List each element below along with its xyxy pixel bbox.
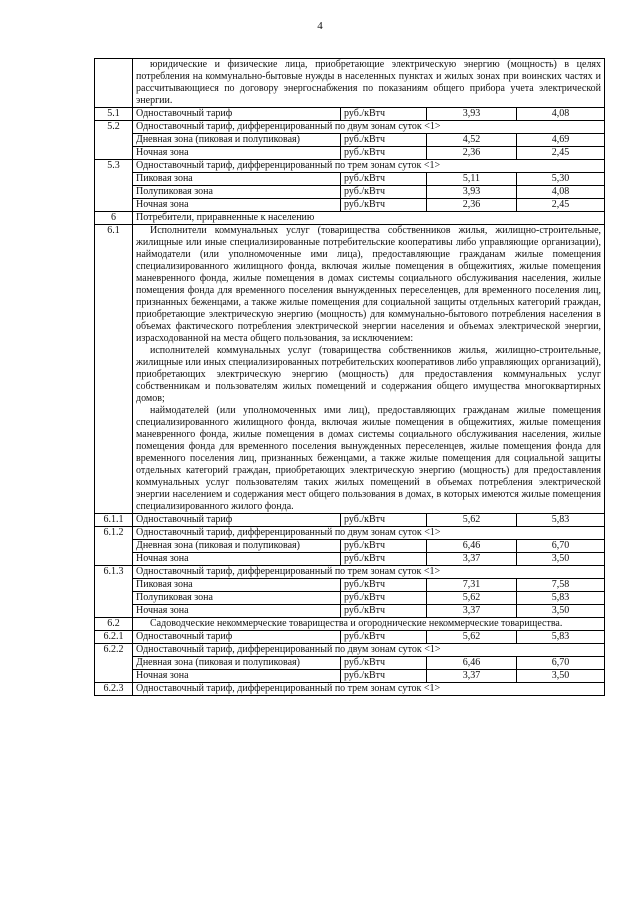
table-row	[95, 134, 605, 147]
tariff-name: Дневная зона (пиковая и полупиковая)	[133, 134, 341, 147]
tariff-name: Ночная зона	[133, 553, 341, 566]
row-number	[95, 173, 133, 186]
intro-paragraph: юридические и физические лица, приобретающие электрическую энергию (мощность) в целях потребления на коммунально-бытовые нужды в населенных пунктах и жилых зонах при воинских частях и рассчитывающиеся по договору энергоснабжения по показаниям общего прибора учета электрической энергии.	[136, 59, 602, 106]
table-row	[95, 108, 605, 121]
tariff-value-first-half: 2,36	[427, 199, 517, 212]
row-number	[95, 670, 133, 683]
section-heading: Одноставочный тариф, дифференцированный по трем зонам суток <1>	[133, 160, 605, 173]
tariff-value-second-half: 3,50	[517, 670, 605, 683]
tariff-value-second-half: 5,83	[517, 514, 605, 527]
tariff-value-first-half: 3,37	[427, 670, 517, 683]
row-number: 5.2	[95, 121, 133, 134]
row-number: 6	[95, 212, 133, 225]
table-row	[95, 631, 605, 644]
row-number	[95, 592, 133, 605]
table-row	[95, 147, 605, 160]
tariff-name: Ночная зона	[133, 199, 341, 212]
row-number: 5.1	[95, 108, 133, 121]
description-paragraph: Исполнители коммунальных услуг (товарищества собственников жилья, жилищно-строительные, жилищные или иные специализированные потребительские кооперативы либо управляющие организации), наймодатели (или уполномоченные ими лица), предоставляющие гражданам жилые помещения специализированного жилищного фонда, включая жилые помещения в общежитиях, жилые помещения маневренного фонда, жилые помещения в домах системы социального обслуживания населения, жилые помещения фонда для временного поселения вынужденных переселенцев, для временного поселения лиц, признанных беженцами, а также жилые помещения для социальной защиты отдельных категорий граждан, приобретающие электрическую энергию (мощность) для коммунально-бытового потребления населения в объемах фактического потребления электрической энергии населения и объемах электрической энергии, израсходованной на места общего пользования, за исключением:	[136, 225, 602, 344]
table-row	[95, 160, 605, 173]
table-row	[95, 579, 605, 592]
table-row	[95, 514, 605, 527]
table-row	[95, 553, 605, 566]
tariff-table	[94, 58, 605, 696]
row-number	[95, 134, 133, 147]
unit-cell: руб./кВтч	[341, 514, 427, 527]
tariff-value-second-half: 4,08	[517, 108, 605, 121]
tariff-value-first-half: 3,37	[427, 553, 517, 566]
table-row	[95, 605, 605, 618]
tariff-value-first-half: 2,36	[427, 147, 517, 160]
tariff-value-second-half: 2,45	[517, 199, 605, 212]
tariff-value-first-half: 6,46	[427, 657, 517, 670]
unit-cell: руб./кВтч	[341, 670, 427, 683]
row-number	[95, 579, 133, 592]
section-heading: Одноставочный тариф, дифференцированный по трем зонам суток <1>	[133, 683, 605, 696]
tariff-value-first-half: 5,62	[427, 514, 517, 527]
tariff-value-second-half: 5,83	[517, 631, 605, 644]
tariff-value-second-half: 6,70	[517, 540, 605, 553]
table-row	[95, 199, 605, 212]
description-cell	[133, 618, 605, 631]
table-row	[95, 592, 605, 605]
row-number: 6.1.1	[95, 514, 133, 527]
tariff-value-second-half: 4,69	[517, 134, 605, 147]
section-heading: Одноставочный тариф, дифференцированный по трем зонам суток <1>	[133, 566, 605, 579]
description-paragraph: исполнителей коммунальных услуг (товарищества собственников жилья, жилищно-строительные, жилищные или иных специализированных потребительских кооперативов либо управляющих организаций), приобретающих электрическую энергию (мощность) для предоставления коммунальных услуг собственникам и пользователям жилых помещений и содержания общего имущества многоквартирных домов;	[136, 345, 602, 404]
tariff-name: Полупиковая зона	[133, 592, 341, 605]
tariff-name: Одноставочный тариф	[133, 514, 341, 527]
tariff-value-second-half: 7,58	[517, 579, 605, 592]
unit-cell: руб./кВтч	[341, 553, 427, 566]
tariff-name: Дневная зона (пиковая и полупиковая)	[133, 657, 341, 670]
tariff-value-first-half: 3,93	[427, 186, 517, 199]
tariff-name: Одноставочный тариф	[133, 108, 341, 121]
row-number: 6.2	[95, 618, 133, 631]
tariff-value-first-half: 5,62	[427, 592, 517, 605]
row-number: 6.1.2	[95, 527, 133, 540]
table-row	[95, 683, 605, 696]
unit-cell: руб./кВтч	[341, 657, 427, 670]
tariff-value-second-half: 2,45	[517, 147, 605, 160]
page-number: 4	[317, 20, 323, 32]
tariff-value-second-half: 5,30	[517, 173, 605, 186]
tariff-value-second-half: 5,83	[517, 592, 605, 605]
tariff-value-second-half: 3,50	[517, 605, 605, 618]
tariff-value-first-half: 3,93	[427, 108, 517, 121]
tariff-value-second-half: 4,08	[517, 186, 605, 199]
table-row	[95, 540, 605, 553]
section-heading: Одноставочный тариф, дифференцированный по двум зонам суток <1>	[133, 644, 605, 657]
tariff-name: Одноставочный тариф	[133, 631, 341, 644]
section-heading: Одноставочный тариф, дифференцированный по двум зонам суток <1>	[133, 527, 605, 540]
table-row	[95, 670, 605, 683]
row-number-cell	[95, 59, 133, 108]
table-row	[95, 225, 605, 514]
section-heading: Одноставочный тариф, дифференцированный по двум зонам суток <1>	[133, 121, 605, 134]
description-paragraph: наймодателей (или уполномоченных ими лиц), предоставляющих гражданам жилые помещения специализированного жилищного фонда, включая жилые помещения в общежитиях, жилые помещения маневренного фонда, жилые помещения в домах системы социального обслуживания населения, жилые помещения фонда для временного поселения вынужденных переселенцев, жилые помещения фонда для временного поселения лиц, признанных беженцами, а также жилые помещения для социальной защиты отдельных категорий граждан, приобретающих электрическую энергию (мощность) для предоставления коммунальных услуг пользователям таких жилых помещений в объемах потребления электрической энергии населением и содержания мест общего пользования в домах, в которых имеются жилые помещения специализированного жилого фонда.	[136, 405, 602, 512]
tariff-name: Полупиковая зона	[133, 186, 341, 199]
tariff-value-second-half: 6,70	[517, 657, 605, 670]
unit-cell: руб./кВтч	[341, 631, 427, 644]
table-row	[95, 527, 605, 540]
section-heading: Потребители, приравненные к населению	[133, 212, 605, 225]
tariff-name: Пиковая зона	[133, 173, 341, 186]
row-number: 6.2.3	[95, 683, 133, 696]
tariff-value-first-half: 4,52	[427, 134, 517, 147]
unit-cell: руб./кВтч	[341, 173, 427, 186]
tariff-name: Пиковая зона	[133, 579, 341, 592]
unit-cell: руб./кВтч	[341, 540, 427, 553]
row-number	[95, 186, 133, 199]
table-row	[95, 212, 605, 225]
tariff-name: Ночная зона	[133, 605, 341, 618]
unit-cell: руб./кВтч	[341, 186, 427, 199]
unit-cell: руб./кВтч	[341, 199, 427, 212]
tariff-value-first-half: 7,31	[427, 579, 517, 592]
row-number	[95, 553, 133, 566]
intro-text-cell	[133, 59, 605, 108]
row-number: 6.1.3	[95, 566, 133, 579]
description-paragraph: Садоводческие некоммерческие товарищества и огороднические некоммерческие товарищества.	[150, 618, 563, 629]
unit-cell: руб./кВтч	[341, 134, 427, 147]
row-number	[95, 199, 133, 212]
table-row	[95, 644, 605, 657]
tariff-value-second-half: 3,50	[517, 553, 605, 566]
table-row	[95, 566, 605, 579]
row-number	[95, 147, 133, 160]
unit-cell: руб./кВтч	[341, 108, 427, 121]
tariff-name: Ночная зона	[133, 670, 341, 683]
row-number: 6.2.2	[95, 644, 133, 657]
table-row-intro	[95, 59, 605, 108]
tariff-value-first-half: 6,46	[427, 540, 517, 553]
unit-cell: руб./кВтч	[341, 579, 427, 592]
tariff-value-first-half: 5,11	[427, 173, 517, 186]
table-row	[95, 186, 605, 199]
row-number	[95, 605, 133, 618]
tariff-name: Ночная зона	[133, 147, 341, 160]
unit-cell: руб./кВтч	[341, 605, 427, 618]
table-row	[95, 121, 605, 134]
description-cell	[133, 225, 605, 514]
row-number: 6.2.1	[95, 631, 133, 644]
row-number: 5.3	[95, 160, 133, 173]
row-number	[95, 540, 133, 553]
unit-cell: руб./кВтч	[341, 147, 427, 160]
table-row	[95, 173, 605, 186]
unit-cell: руб./кВтч	[341, 592, 427, 605]
row-number: 6.1	[95, 225, 133, 514]
row-number	[95, 657, 133, 670]
table-row	[95, 657, 605, 670]
tariff-name: Дневная зона (пиковая и полупиковая)	[133, 540, 341, 553]
tariff-value-first-half: 3,37	[427, 605, 517, 618]
table-row	[95, 618, 605, 631]
tariff-value-first-half: 5,62	[427, 631, 517, 644]
